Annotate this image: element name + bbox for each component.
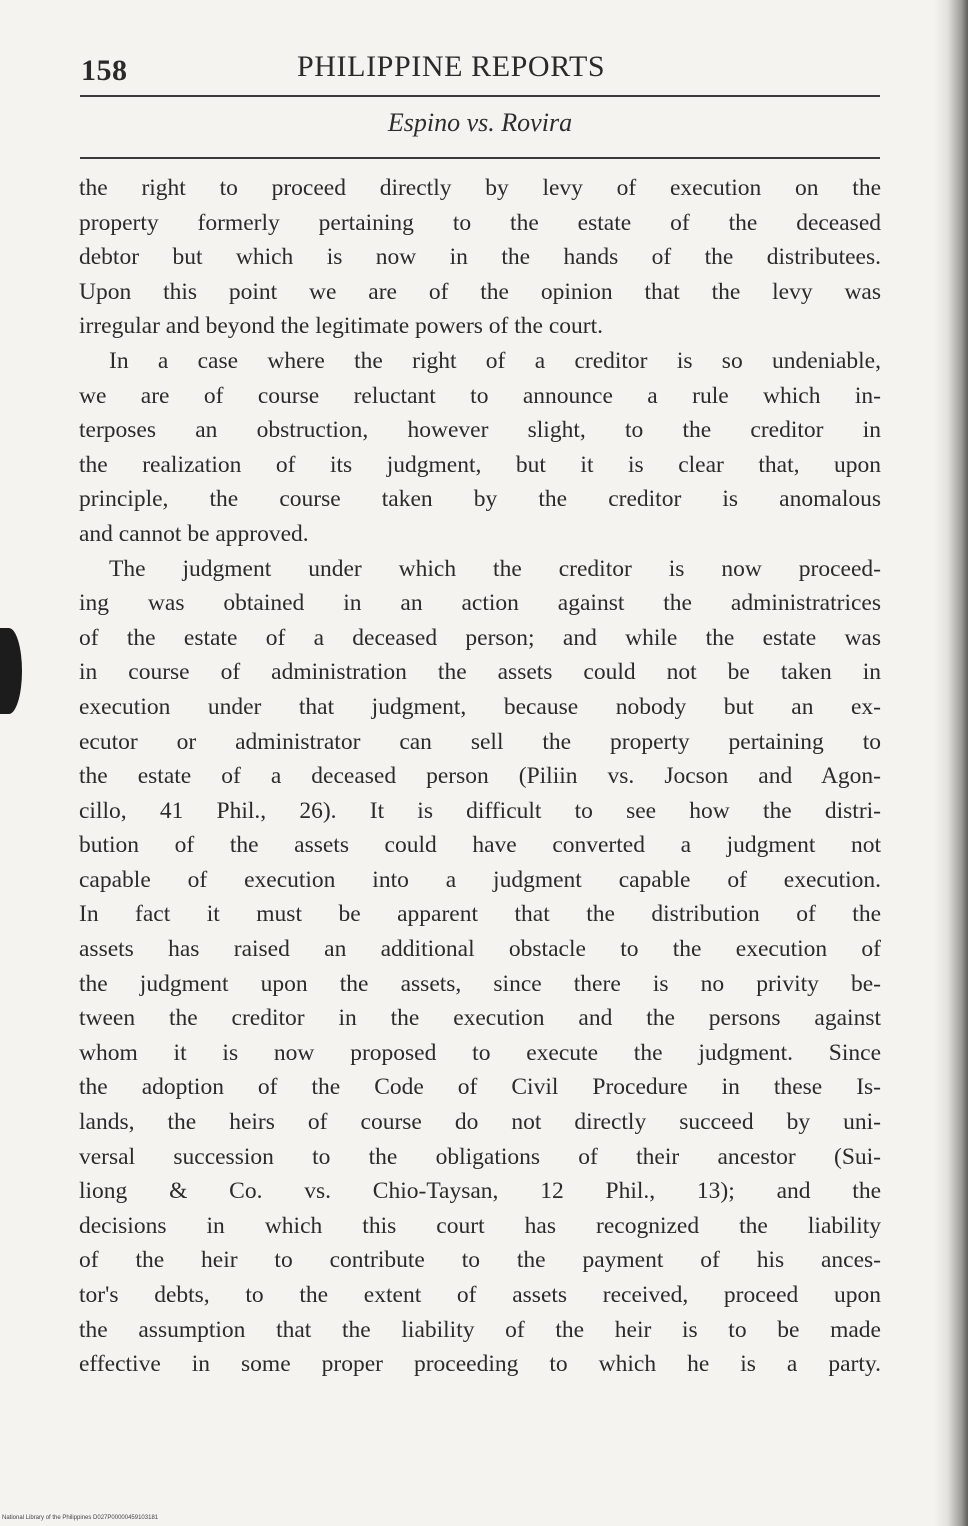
text-line: debtor but which is now in the hands of the distributees. <box>79 244 881 271</box>
page-edge-shadow <box>934 0 968 1526</box>
text-line: In fact it must be apparent that the distribution of the <box>79 901 881 928</box>
text-line: ing was obtained in an action against the administratrices <box>79 590 881 617</box>
text-line: irregular and beyond the legitimate powers of the court. <box>79 313 603 340</box>
text-line: assets has raised an additional obstacle to the execution of <box>79 936 881 963</box>
text-line: of the heir to contribute to the payment of his ances- <box>79 1247 881 1274</box>
text-line: and cannot be approved. <box>79 520 309 547</box>
text-line: tween the creditor in the execution and the persons against <box>79 1005 881 1032</box>
text-line: bution of the assets could have converted a judgment not <box>79 832 881 859</box>
binding-mark <box>0 628 22 714</box>
text-line: terposes an obstruction, however slight, to the creditor in <box>79 417 881 444</box>
running-head: PHILIPPINE REPORTS <box>297 50 606 83</box>
header-rule-top <box>80 95 880 97</box>
case-title: Espino vs. Rovira <box>387 108 573 137</box>
header-rule-bottom <box>80 157 880 159</box>
text-line: the realization of its judgment, but it is clear that, upon <box>79 451 881 478</box>
text-line: the assumption that the liability of the heir is to be made <box>79 1316 881 1343</box>
text-line: whom it is now proposed to execute the judgment. Since <box>79 1039 881 1066</box>
text-line: decisions in which this court has recognized the liability <box>79 1212 881 1239</box>
text-line: the right to proceed directly by levy of execution on the <box>79 175 881 201</box>
body-text <box>79 171 881 1382</box>
scan-credit: National Library of the Philippines D027P00000459103181 <box>2 1515 159 1521</box>
text-line: ecutor or administrator can sell the property pertaining to <box>79 728 881 755</box>
text-line: the adoption of the Code of Civil Procedure in these Is- <box>79 1074 881 1101</box>
text-line: Upon this point we are of the opinion that the levy was <box>79 278 881 305</box>
text-line: we are of course reluctant to announce a rule which in- <box>79 382 881 409</box>
text-line: property formerly pertaining to the estate of the deceased <box>79 209 881 236</box>
text-line: lands, the heirs of course do not directly succeed by uni- <box>79 1109 881 1136</box>
text-line: capable of execution into a judgment capable of execution. <box>79 866 881 893</box>
text-line: execution under that judgment, because nobody but an ex- <box>79 693 881 720</box>
text-line: The judgment under which the creditor is now proceed- <box>109 555 881 582</box>
text-line: liong & Co. vs. Chio-Taysan, 12 Phil., 13); and the <box>79 1178 881 1205</box>
page-number: 158 <box>81 54 128 87</box>
text-line: principle, the course taken by the creditor is anomalous <box>79 486 881 513</box>
text-line: versal succession to the obligations of their ancestor (Sui- <box>79 1143 881 1170</box>
text-line: tor's debts, to the extent of assets received, proceed upon <box>79 1282 881 1308</box>
text-line: In a case where the right of a creditor is so undeniable, <box>109 347 881 374</box>
text-line: effective in some proper proceeding to which he is a party. <box>79 1351 881 1378</box>
text-line: in course of administration the assets could not be taken in <box>79 659 881 686</box>
text-line: of the estate of a deceased person; and while the estate was <box>79 624 881 651</box>
text-line: the estate of a deceased person (Piliin vs. Jocson and Agon- <box>79 763 881 790</box>
text-line: cillo, 41 Phil., 26). It is difficult to see how the distri- <box>79 797 881 824</box>
text-line: the judgment upon the assets, since there is no privity be- <box>79 970 881 997</box>
